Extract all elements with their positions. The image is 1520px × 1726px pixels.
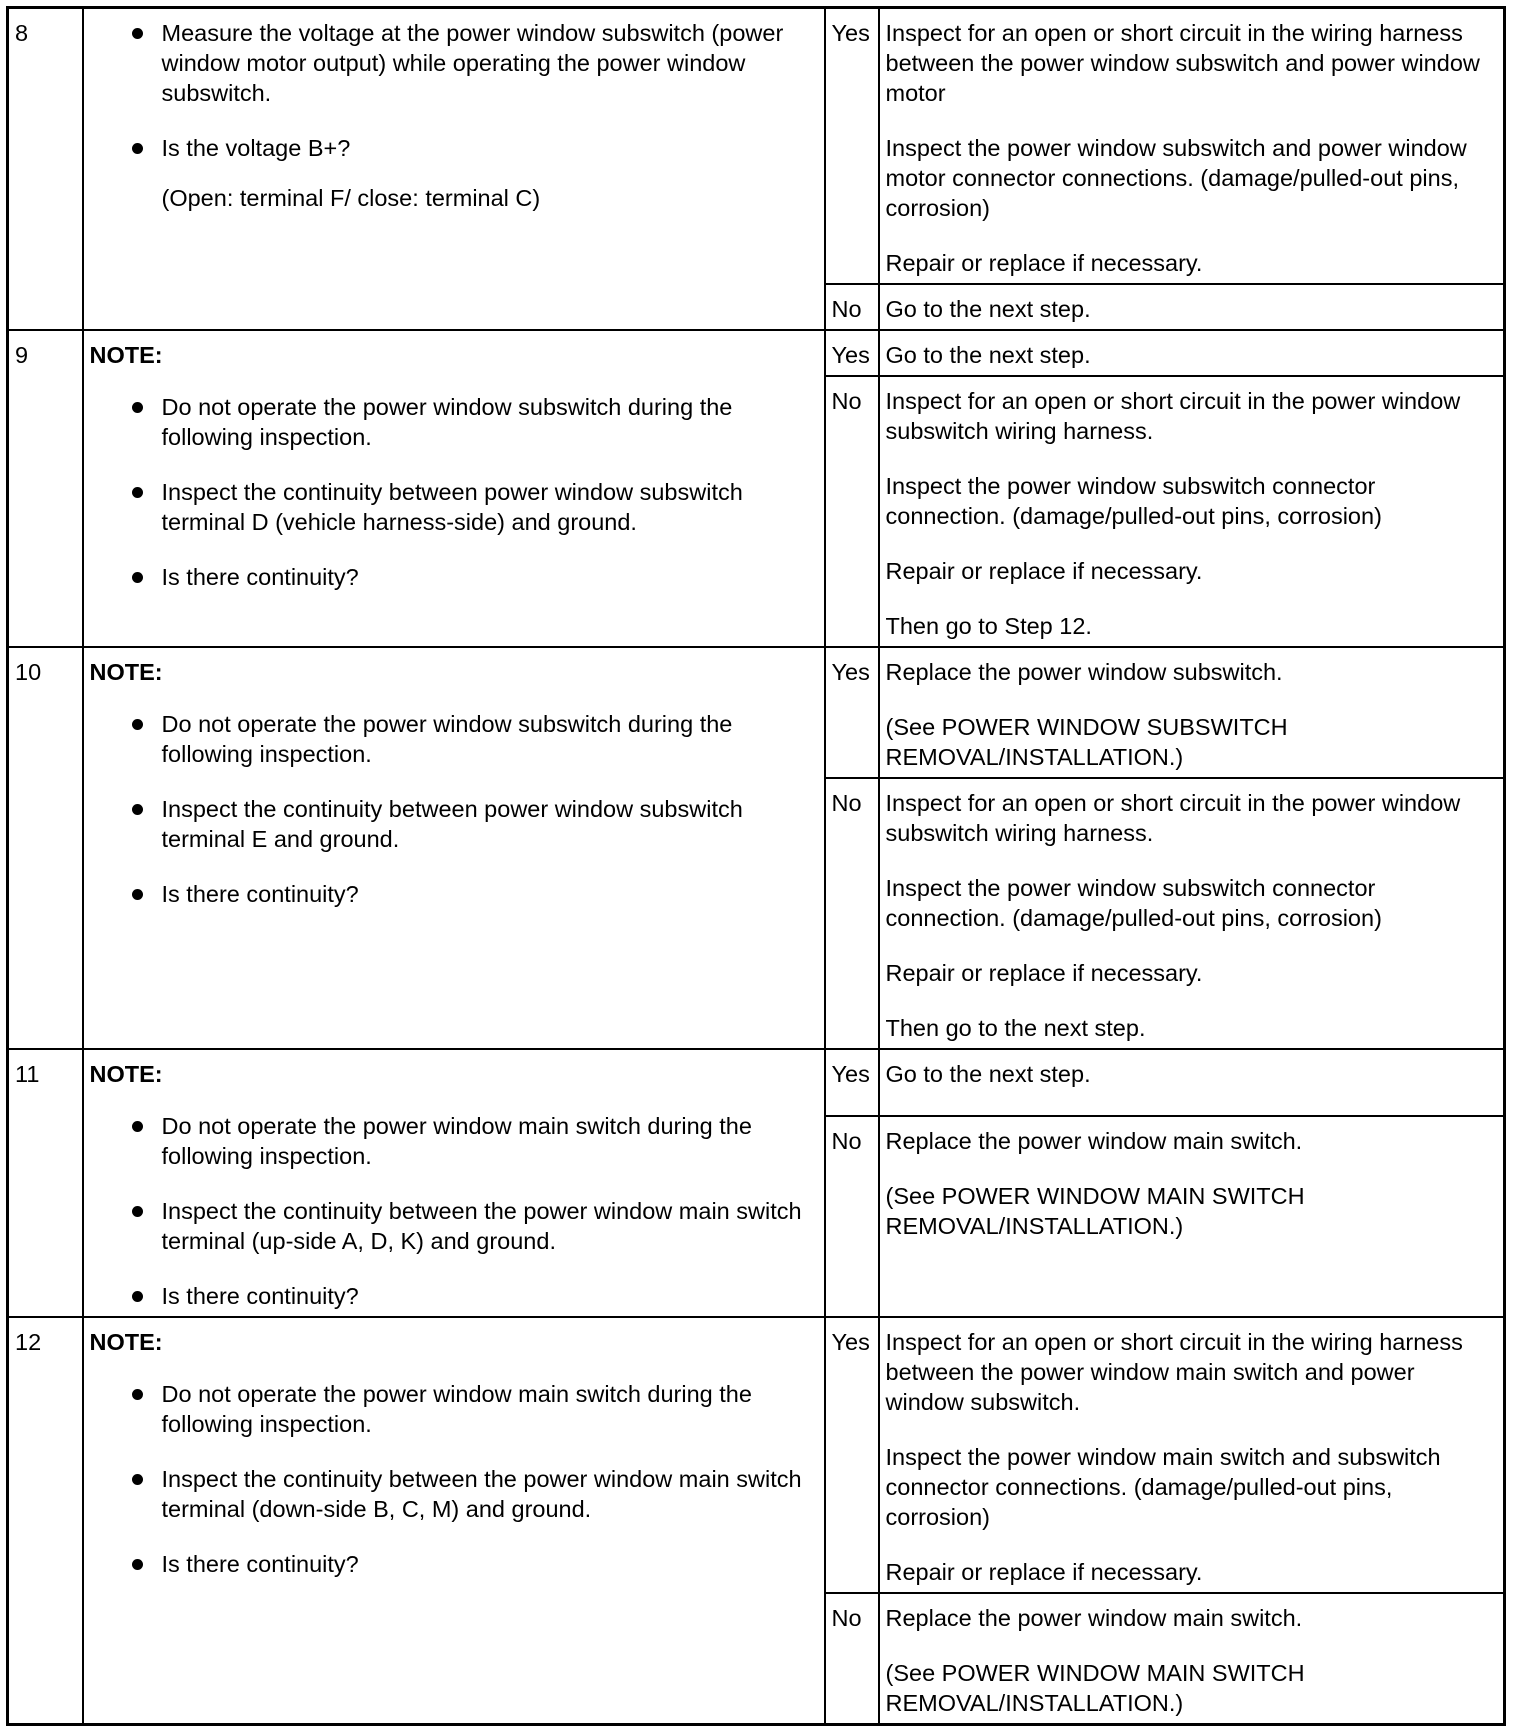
step-number: 8: [8, 8, 83, 331]
result-text: Replace the power window main switch.: [885, 1128, 1303, 1155]
result-text: Inspect the power window main switch and subswitch connector connections. (damage/pulled-out pins, corrosion): [885, 1444, 1441, 1530]
step-bullets: [90, 18, 818, 163]
bullet-item: Is there continuity?: [162, 1549, 818, 1579]
result-text: Inspect for an open or short circuit in the wiring harness between the power window main switch and power window subswitch.: [885, 1329, 1463, 1415]
note-label: NOTE:: [89, 342, 163, 368]
bullet-item: Is there continuity?: [162, 562, 818, 592]
result-text: Then go to Step 12.: [885, 613, 1092, 639]
result-text: Replace the power window main switch.: [885, 1605, 1303, 1631]
step-action: [83, 1049, 825, 1317]
step-row-8-yes: [8, 8, 1505, 285]
step-row-11-yes: [8, 1049, 1505, 1116]
step-row-10-yes: [8, 647, 1505, 778]
no-label: No: [825, 284, 879, 330]
no-result: [879, 778, 1505, 1049]
yes-result: [879, 8, 1505, 285]
step-number: 11: [8, 1049, 83, 1317]
step-number: 12: [8, 1317, 83, 1725]
yes-label: Yes: [825, 1317, 879, 1593]
troubleshooting-table: [6, 6, 1506, 1726]
result-text: Inspect for an open or short circuit in the power window subswitch wiring harness.: [885, 790, 1461, 846]
step-action: [83, 647, 825, 1049]
no-result: [879, 1116, 1505, 1317]
step-action: [83, 1317, 825, 1725]
bullet-item: Inspect the continuity between the power window main switch terminal (down-side B, C, M) and ground.: [162, 1464, 818, 1524]
yes-result: [879, 1317, 1505, 1593]
yes-result: [879, 647, 1505, 778]
step-bullets: [90, 709, 818, 909]
result-text: Inspect the power window subswitch connector connection. (damage/pulled-out pins, corrosion): [885, 473, 1382, 529]
step-bullets: [90, 1379, 818, 1579]
result-text: Repair or replace if necessary.: [885, 250, 1203, 276]
note-label: NOTE:: [89, 659, 163, 685]
bullet-item: Is there continuity?: [162, 879, 818, 909]
step-number: 10: [8, 647, 83, 1049]
result-text: Repair or replace if necessary.: [885, 1559, 1203, 1585]
result-text: Go to the next step.: [885, 296, 1091, 322]
step-number: 9: [8, 330, 83, 647]
bullet-item: Do not operate the power window main switch during the following inspection.: [162, 1111, 818, 1171]
result-text: Replace the power window subswitch.: [885, 659, 1283, 685]
bullet-item: Do not operate the power window subswitch during the following inspection.: [162, 709, 818, 769]
bullet-item: Measure the voltage at the power window subswitch (power window motor output) while operating the power window subswitch.: [162, 18, 818, 108]
no-result: [879, 376, 1505, 647]
bullet-item: Is the voltage B+?: [162, 133, 818, 163]
result-text: (See POWER WINDOW SUBSWITCH REMOVAL/INSTALLATION.): [885, 714, 1288, 770]
bullet-item: Do not operate the power window subswitch during the following inspection.: [162, 392, 818, 452]
bullet-item: Inspect the continuity between power window subswitch terminal D (vehicle harness-side) and ground.: [162, 477, 818, 537]
no-label: No: [825, 778, 879, 1049]
result-text: (See POWER WINDOW MAIN SWITCH REMOVAL/INSTALLATION.): [885, 1660, 1305, 1716]
no-label: No: [825, 1116, 879, 1317]
yes-label: Yes: [825, 8, 879, 285]
note-label: NOTE:: [89, 1329, 163, 1355]
result-text: Inspect the power window subswitch and power window motor connector connections. (damage/pulled-out pins, corrosion): [885, 135, 1467, 221]
step-bullets: [90, 392, 818, 592]
bullet-item: Inspect the continuity between the power window main switch terminal (up-side A, D, K) and ground.: [162, 1196, 818, 1256]
step-row-12-yes: [8, 1317, 1505, 1593]
result-text: Go to the next step.: [885, 342, 1091, 368]
result-text: (See POWER WINDOW MAIN SWITCH REMOVAL/INSTALLATION.): [885, 1183, 1305, 1240]
step-action: [83, 8, 825, 331]
bullet-item: Inspect the continuity between power window subswitch terminal E and ground.: [162, 794, 818, 854]
result-text: Inspect for an open or short circuit in the wiring harness between the power window subswitch and power window motor: [885, 20, 1480, 106]
no-result: [879, 1593, 1505, 1725]
bullet-item: Is there continuity?: [162, 1281, 818, 1311]
no-label: No: [825, 376, 879, 647]
result-text: Then go to the next step.: [885, 1015, 1146, 1041]
result-text: Inspect the power window subswitch connector connection. (damage/pulled-out pins, corrosion): [885, 875, 1382, 931]
yes-label: Yes: [825, 330, 879, 376]
yes-result: [879, 1049, 1505, 1116]
yes-result: [879, 330, 1505, 376]
yes-label: Yes: [825, 647, 879, 778]
bullet-item: Do not operate the power window main switch during the following inspection.: [162, 1379, 818, 1439]
no-result: [879, 284, 1505, 330]
yes-label: Yes: [825, 1049, 879, 1116]
result-text: Repair or replace if necessary.: [885, 960, 1203, 986]
step-row-9-yes: [8, 330, 1505, 376]
result-text: Inspect for an open or short circuit in the power window subswitch wiring harness.: [885, 388, 1461, 444]
terminal-note: (Open: terminal F/ close: terminal C): [161, 185, 541, 211]
step-bullets: [90, 1111, 818, 1311]
note-label: NOTE:: [89, 1061, 163, 1087]
result-text: Repair or replace if necessary.: [885, 558, 1203, 584]
step-action: [83, 330, 825, 647]
result-text: Go to the next step.: [885, 1061, 1091, 1087]
no-label: No: [825, 1593, 879, 1725]
